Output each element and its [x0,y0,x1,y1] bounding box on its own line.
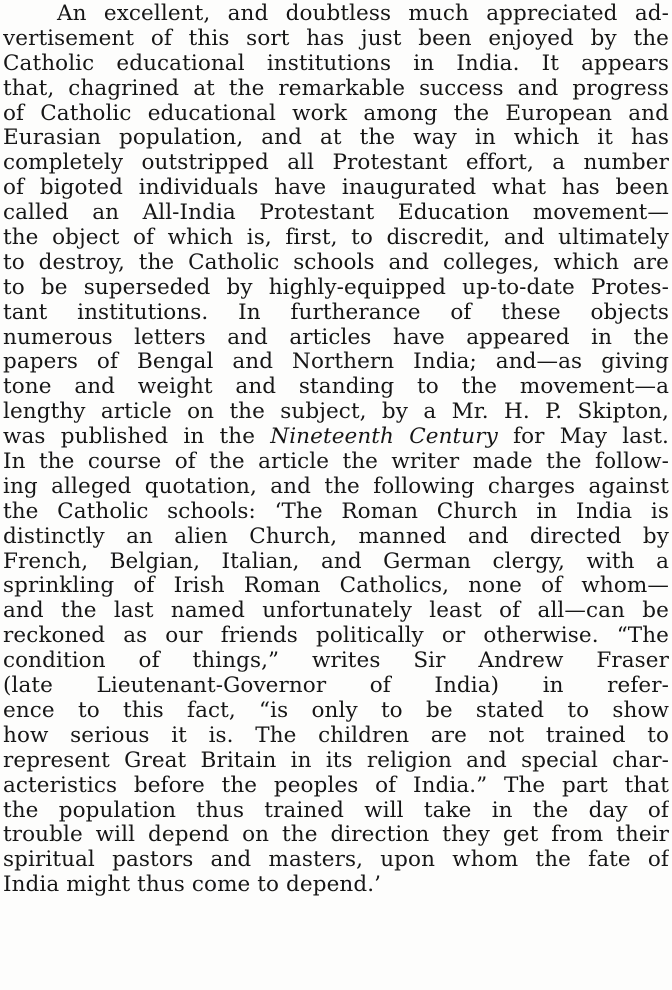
text-line: spiritual pastors and masters, upon whom the fate of [3,848,669,873]
text-line: the object of which is, first, to discredit, and ultimately [3,226,669,251]
text-line: reckoned as our friends politically or otherwise. “The [3,624,669,649]
text-line: tant institutions. In furtherance of these objects [3,300,669,325]
text-line: completely outstripped all Protestant effort, a number [3,151,669,176]
text-line: how serious it is. The children are not trained to [3,723,669,748]
text-line: sprinkling of Irish Roman Catholics, none of whom— [3,574,669,599]
text-line: numerous letters and articles have appeared in the [3,325,669,350]
text-line: papers of Bengal and Northern India; and—as giving [3,350,669,375]
text-line: to destroy, the Catholic schools and colleges, which are [3,250,669,275]
text-line: trouble will depend on the direction they get from their [3,823,669,848]
text-segment: was published in the [3,425,271,450]
text-line: (late Lieutenant-Governor of India) in refer- [3,674,669,699]
text-line: the Catholic schools: ‘The Roman Church in India is [3,499,669,524]
text-line: Catholic educational institutions in India. It appears [3,51,669,76]
text-line-with-italic-title [3,425,669,450]
text-line: An excellent, and doubtless much appreciated ad- [57,2,669,26]
text-line: that, chagrined at the remarkable success and progress [3,76,669,101]
text-line: lengthy article on the subject, by a Mr. H. P. Skipton, [3,400,669,425]
text-segment: for May last. [497,425,669,450]
text-line: ing alleged quotation, and the following charges against [3,474,669,499]
italic-journal-title: Nineteenth Century [270,425,498,450]
text-line: represent Great Britain in its religion and special char- [3,748,669,773]
text-line: condition of things,” writes Sir Andrew Fraser [3,649,669,674]
text-line: of Catholic educational work among the European and [3,101,669,126]
article-paragraph [3,2,669,898]
text-line: distinctly an alien Church, manned and directed by [3,524,669,549]
text-line: and the last named unfortunately least of all—can be [3,599,669,624]
text-line: of bigoted individuals have inaugurated what has been [3,176,669,201]
text-line-last: India might thus come to depend.’ [3,873,382,898]
text-line: tone and weight and standing to the movement—a [3,375,669,400]
text-line: vertisement of this sort has just been enjoyed by the [3,26,669,51]
text-line: In the course of the article the writer made the follow- [3,450,669,475]
text-line: to be superseded by highly-equipped up-to-date Protes- [3,275,669,300]
text-line: ence to this fact, “is only to be stated to show [3,698,669,723]
text-line: the population thus trained will take in the day of [3,798,669,823]
text-line: Eurasian population, and at the way in which it has [3,126,669,151]
text-line: French, Belgian, Italian, and German clergy, with a [3,549,669,574]
text-line: acteristics before the peoples of India.” The part that [3,773,669,798]
text-line: called an All-India Protestant Education movement— [3,201,669,226]
